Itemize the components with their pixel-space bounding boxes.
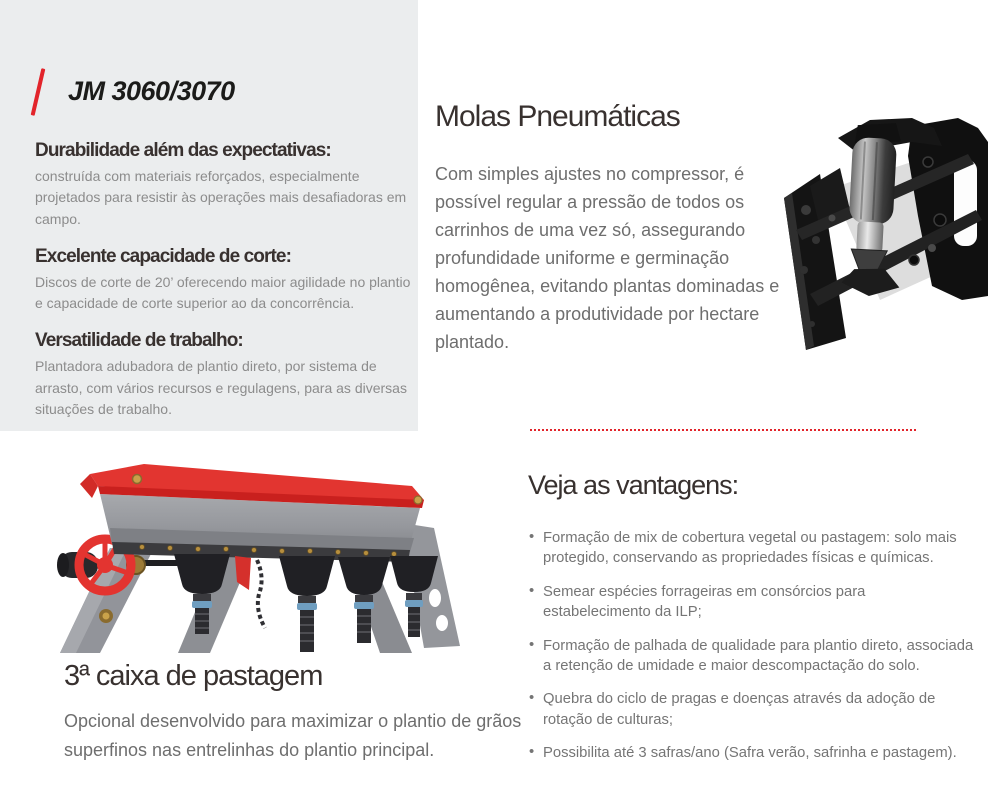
seed-box-illustration <box>52 448 462 655</box>
page-title: JM 3060/3070 <box>68 76 235 106</box>
feature-heading: Excelente capacidade de corte: <box>35 245 292 267</box>
advantages-section <box>528 470 976 777</box>
advantages-list <box>528 528 976 764</box>
pneumatic-heading: Molas Pneumáticas <box>435 100 680 133</box>
pasture-box-heading: 3ª caixa de pastagem <box>64 660 323 692</box>
pasture-box-image <box>52 448 462 655</box>
pneumatic-spring-image <box>762 98 996 356</box>
dotted-divider <box>530 429 916 431</box>
pneumatic-spring-illustration <box>762 98 996 356</box>
red-slash-accent <box>31 68 46 116</box>
feature-body: construída com materiais reforçados, especialmente projetados para resistir às operações mais desafiadoras em campo. <box>35 168 407 227</box>
feature-heading: Versatilidade de trabalho: <box>35 330 243 352</box>
feature-cutting <box>35 246 413 315</box>
model-title-block <box>36 68 235 120</box>
feature-heading: Durabilidade além das expectativas: <box>35 140 331 161</box>
feature-durability <box>35 140 413 230</box>
advantage-item: • Quebra do ciclo de pragas e doenças através da adoção de rotação de culturas; <box>528 689 976 730</box>
pneumatic-section <box>435 100 790 357</box>
pneumatic-body: Com simples ajustes no compressor, é possível regular a pressão de todos os carrinhos de uma vez só, assegurando profundidade uniforme e germinação homogênea, evitando plantas dominadas e aumentando a produtividade por hectare plantado. <box>435 164 780 353</box>
pasture-box-section <box>64 660 526 765</box>
advantages-heading: Veja as vantagens: <box>528 470 739 500</box>
feature-list <box>35 140 413 436</box>
feature-versatility <box>35 330 413 420</box>
advantage-item: • Formação de palhada de qualidade para plantio direto, associada a retenção de umidade e maior descompactação do solo. <box>528 636 976 677</box>
advantage-item: • Possibilita até 3 safras/ano (Safra verão, safrinha e pastagem). <box>528 743 976 763</box>
advantage-item: • Formação de mix de cobertura vegetal ou pastagem: solo mais protegido, conservando as propriedades físicas e químicas. <box>528 528 976 569</box>
pasture-box-body: Opcional desenvolvido para maximizar o plantio de grãos superfinos nas entrelinhas do plantio principal. <box>64 711 522 760</box>
advantage-item: • Semear espécies forrageiras em consórcios para estabelecimento da ILP; <box>528 582 976 623</box>
features-panel <box>0 0 418 431</box>
feature-body: Plantadora adubadora de plantio direto, por sistema de arrasto, com vários recursos e regulagens, para as diversas situações de trabalho. <box>35 358 407 417</box>
feature-body: Discos de corte de 20’ oferecendo maior agilidade no plantio e capacidade de corte superior ao da concorrência. <box>35 273 411 312</box>
